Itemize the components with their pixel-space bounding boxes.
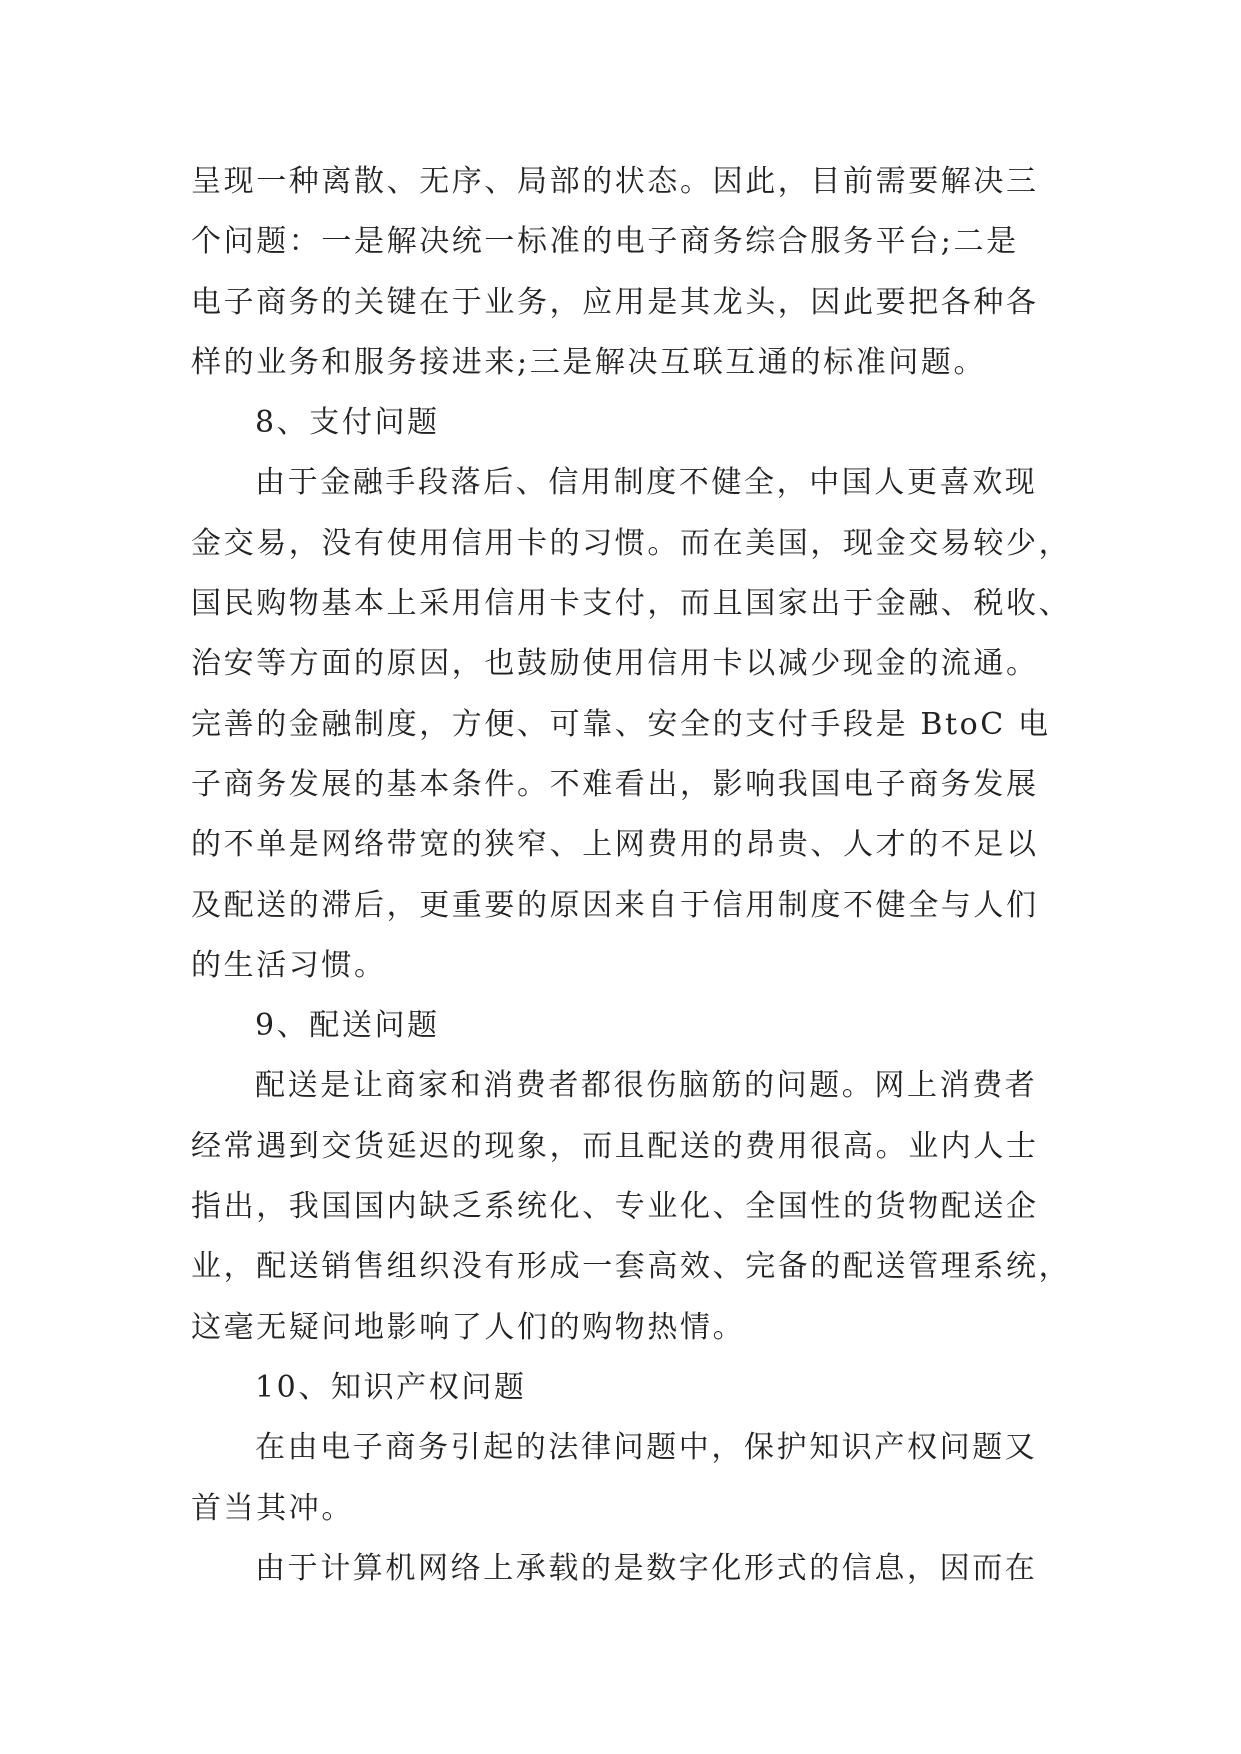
text-line: 子商务发展的基本条件。不难看出，影响我国电子商务发展 — [191, 766, 1039, 802]
text-line: 由于金融手段落后、信用制度不健全，中国人更喜欢现 — [255, 465, 1038, 501]
text-line: 金交易，没有使用信用卡的习惯。而在美国，现金交易较少， — [191, 525, 1072, 561]
section-heading: 10、知识产权问题 — [255, 1369, 527, 1405]
section-heading: 9、配送问题 — [255, 1008, 440, 1044]
text-line: 个问题：一是解决统一标准的电子商务综合服务平台;二是 — [191, 224, 1019, 260]
text-line: 及配送的滞后，更重要的原因来自于信用制度不健全与人们 — [191, 887, 1039, 923]
text-line: 配送是让商家和消费者都很伤脑筋的问题。网上消费者 — [255, 1068, 1038, 1104]
text-line: 指出，我国国内缺乏系统化、专业化、全国性的货物配送企 — [191, 1189, 1039, 1225]
text-line: 治安等方面的原因，也鼓励使用信用卡以减少现金的流通。 — [191, 646, 1039, 682]
text-line: 由于计算机网络上承载的是数字化形式的信息，因而在 — [255, 1550, 1038, 1586]
text-line: 这毫无疑问地影响了人们的购物热情。 — [191, 1309, 746, 1345]
text-line: 呈现一种离散、无序、局部的状态。因此，目前需要解决三 — [191, 164, 1039, 199]
text-line: 完善的金融制度，方便、可靠、安全的支付手段是 BtoC 电 — [191, 706, 1051, 742]
text-line: 电子商务的关键在于业务，应用是其龙头，因此要把各种各 — [191, 284, 1039, 320]
text-line: 的生活习惯。 — [191, 947, 387, 983]
text-line: 经常遇到交货延迟的现象，而且配送的费用很高。业内人士 — [191, 1128, 1039, 1164]
document-body — [191, 152, 1072, 1599]
section-heading: 8、支付问题 — [255, 405, 440, 441]
text-line: 样的业务和服务接进来;三是解决互联互通的标准问题。 — [191, 344, 987, 380]
text-line: 业，配送销售组织没有形成一套高效、完备的配送管理系统， — [191, 1249, 1072, 1285]
text-line: 在由电子商务引起的法律问题中，保护知识产权问题又 — [255, 1430, 1038, 1466]
text-line: 国民购物基本上采用信用卡支付，而且国家出于金融、税收、 — [191, 586, 1072, 622]
text-line: 首当其冲。 — [191, 1490, 354, 1526]
text-line: 的不单是网络带宽的狭窄、上网费用的昂贵、人才的不足以 — [191, 827, 1039, 863]
